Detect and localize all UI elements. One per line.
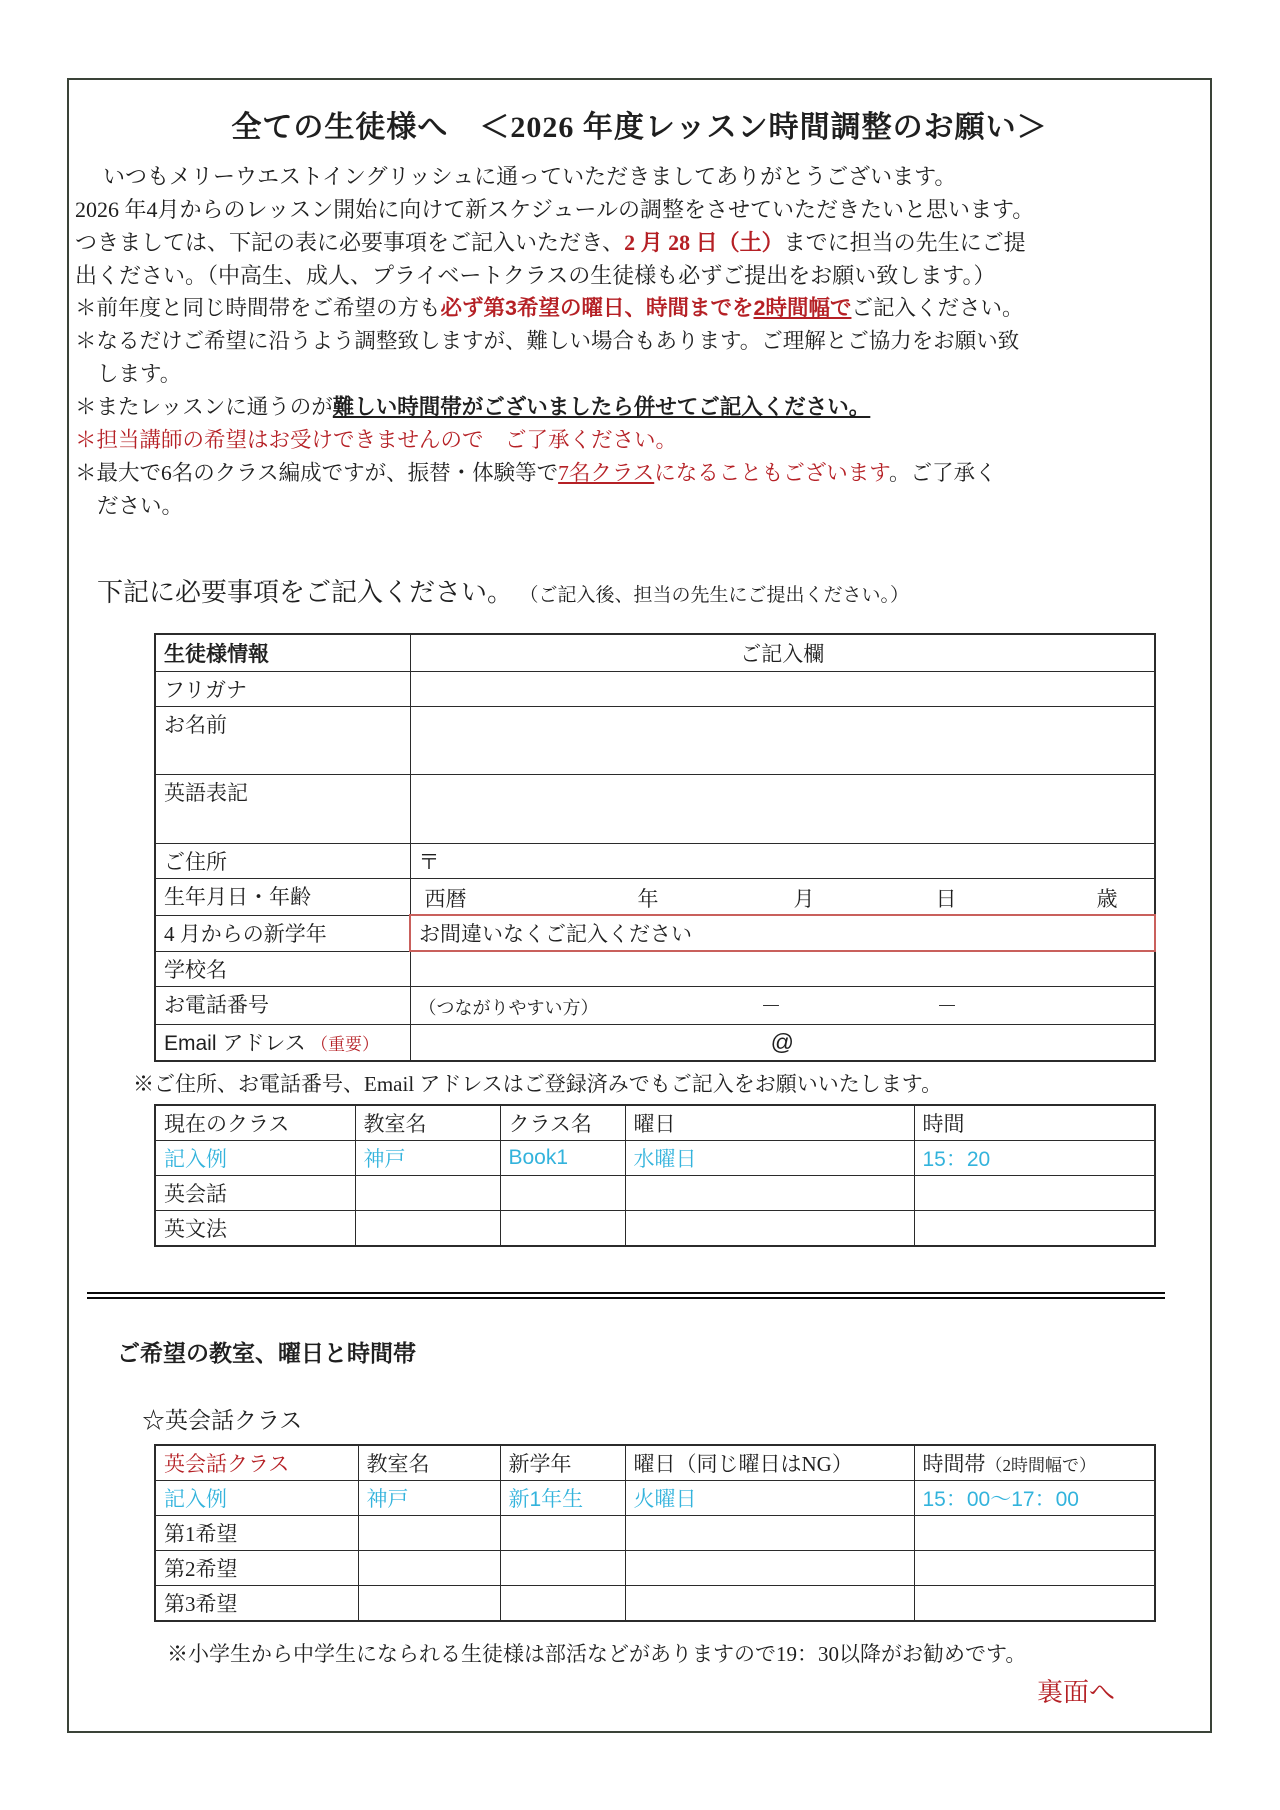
furigana-label: フリガナ — [155, 671, 410, 706]
class-name-header: クラス名 — [500, 1105, 625, 1141]
request-section-heading: ご希望の教室、曜日と時間帯 — [117, 1340, 416, 1366]
intro-line-2: 2026 年4月からのレッスン開始に向けて新スケジュールの調整をさせていただきたいと思います。 — [75, 197, 1035, 222]
english-name-label: 英語表記 — [155, 774, 410, 843]
current-class-header: 現在のクラス — [155, 1105, 355, 1141]
wish-1-timeband-cell[interactable] — [914, 1516, 1155, 1551]
wish-2-grade-cell[interactable] — [500, 1551, 625, 1586]
note-junior-high: ※小学生から中学生になられる生徒様は部活などがありますので19：30以降がお勧めです。 — [167, 1642, 1027, 1666]
intro-line-4: 出ください。（中高生、成人、プライベートクラスの生徒様も必ずご提出をお願い致します。） — [75, 263, 996, 288]
wish-3-grade-cell[interactable] — [500, 1586, 625, 1622]
example-classroom: 神戸 — [355, 1141, 500, 1176]
era-label: 西暦 — [424, 886, 467, 911]
eikaiwa-class-subheading: ☆英会話クラス — [142, 1408, 303, 1433]
email-input-cell[interactable]: @ — [410, 1024, 1155, 1061]
classroom-header: 教室名 — [355, 1105, 500, 1141]
request-table — [154, 1444, 1156, 1622]
request-weekday-header: 曜日（同じ曜日はNG） — [625, 1445, 914, 1481]
address-input-cell[interactable] — [410, 843, 1155, 878]
wish-2-timeband-cell[interactable] — [914, 1551, 1155, 1586]
wish-3-classroom-cell[interactable] — [358, 1586, 500, 1622]
note-bullet-2-cont: します。 — [97, 362, 182, 386]
request-timeband-header: 時間帯（2時間幅で） — [914, 1445, 1155, 1481]
email-important-tag: （重要） — [310, 1034, 379, 1054]
wish-1-weekday-cell[interactable] — [625, 1516, 914, 1551]
note-bullet-4: ＊担当講師の希望はお受けできませんので ご了承ください。 — [75, 428, 678, 452]
birthdate-input-cell[interactable] — [410, 878, 1155, 915]
deadline-date: 2 月 28 日（土） — [624, 230, 784, 255]
example-weekday: 水曜日 — [625, 1141, 914, 1176]
fill-heading-paren: （ご記入後、担当の先生にご提出ください。） — [519, 585, 910, 606]
eikaiwa-classroom-cell[interactable] — [355, 1176, 500, 1211]
wish-3-timeband-cell[interactable] — [914, 1586, 1155, 1622]
school-name-label: 学校名 — [155, 951, 410, 986]
intro-paragraph — [75, 160, 1207, 292]
birthdate-label: 生年月日・年齢 — [155, 878, 410, 915]
request-grade-header: 新学年 — [500, 1445, 625, 1481]
day-label: 日 — [935, 886, 957, 911]
english-name-input-cell[interactable] — [410, 774, 1155, 843]
wish-1-classroom-cell[interactable] — [358, 1516, 500, 1551]
note-bullet-1: ＊前年度と同じ時間帯をご希望の方も必ず第3希望の曜日、時間までを2時間幅でご記入ください。 — [75, 296, 1024, 320]
phone-dash-1: － — [760, 993, 782, 1018]
eibunpo-weekday-cell[interactable] — [625, 1211, 914, 1247]
new-grade-label: 4 月からの新学年 — [155, 915, 410, 951]
age-label: 歳 — [1096, 886, 1118, 911]
furigana-input-cell[interactable] — [410, 671, 1155, 706]
fill-heading: 下記に必要事項をご記入ください。 （ご記入後、担当の先生にご提出ください。） — [97, 578, 910, 607]
eikaiwa-class-name-cell[interactable] — [500, 1176, 625, 1211]
wish-2-weekday-cell[interactable] — [625, 1551, 914, 1586]
request-table-header: 英会話クラス — [155, 1445, 358, 1481]
time-header: 時間 — [914, 1105, 1155, 1141]
name-label: お名前 — [155, 706, 410, 774]
example-class-name: Book1 — [500, 1141, 625, 1176]
address-label: ご住所 — [155, 843, 410, 878]
request-example-classroom: 神戸 — [358, 1481, 500, 1516]
eibunpo-class-name-cell[interactable] — [500, 1211, 625, 1247]
eibunpo-time-cell[interactable] — [914, 1211, 1155, 1247]
example-row-label: 記入例 — [155, 1141, 355, 1176]
wish-3-label: 第3希望 — [155, 1586, 358, 1622]
notes-list — [75, 292, 1207, 523]
form-page — [67, 78, 1212, 1733]
back-page-label: 裏面へ — [1037, 1678, 1116, 1707]
wish-2-classroom-cell[interactable] — [358, 1551, 500, 1586]
timeband-paren: （2時間幅で） — [985, 1456, 1096, 1475]
wish-2-label: 第2希望 — [155, 1551, 358, 1586]
note-bullet-2: ＊なるだけご希望に沿うよう調整致しますが、難しい場合もあります。ご理解とご協力をお願い致 — [75, 329, 1020, 353]
eibunpo-classroom-cell[interactable] — [355, 1211, 500, 1247]
example-time: 15：20 — [914, 1141, 1155, 1176]
note-bullet-3: ＊またレッスンに通うのが難しい時間帯がございましたら併せてご記入ください。 — [75, 395, 871, 419]
request-example-weekday: 火曜日 — [625, 1481, 914, 1516]
student-info-table — [154, 633, 1156, 1062]
eibunpo-row-label: 英文法 — [155, 1211, 355, 1247]
request-example-label: 記入例 — [155, 1481, 358, 1516]
weekday-header: 曜日 — [625, 1105, 914, 1141]
note-registered-info: ※ご住所、お電話番号、Email アドレスはご登録済みでもご記入をお願いいたします。 — [133, 1072, 943, 1096]
eikaiwa-time-cell[interactable] — [914, 1176, 1155, 1211]
request-classroom-header: 教室名 — [358, 1445, 500, 1481]
request-example-timeband: 15：00～17：00 — [914, 1481, 1155, 1516]
phone-dash-2: － — [936, 993, 958, 1018]
entry-column-header: ご記入欄 — [410, 634, 1155, 671]
section-divider — [87, 1292, 1165, 1299]
current-class-table — [154, 1104, 1156, 1247]
student-table-header: 生徒様情報 — [155, 634, 410, 671]
intro-line-3: つきましては、下記の表に必要事項をご記入いただき、2 月 28 日（土）までに担当の先生にご提 — [75, 230, 1026, 255]
school-name-input-cell[interactable] — [410, 951, 1155, 986]
eikaiwa-weekday-cell[interactable] — [625, 1176, 914, 1211]
note-bullet-5: ＊最大で6名のクラス編成ですが、振替・体験等で7名クラスになることもございます。ご了承く — [75, 461, 997, 485]
phone-label: お電話番号 — [155, 986, 410, 1024]
wish-1-grade-cell[interactable] — [500, 1516, 625, 1551]
postal-mark: 〒 — [418, 849, 440, 874]
new-grade-input-cell[interactable]: お間違いなくご記入ください — [410, 915, 1155, 951]
name-input-cell[interactable] — [410, 706, 1155, 774]
eikaiwa-row-label: 英会話 — [155, 1176, 355, 1211]
phone-input-cell[interactable] — [410, 986, 1155, 1024]
wish-1-label: 第1希望 — [155, 1516, 358, 1551]
request-example-grade: 新1年生 — [500, 1481, 625, 1516]
email-label: Email アドレス （重要） — [155, 1024, 410, 1061]
phone-note: （つながりやすい方） — [418, 997, 599, 1018]
intro-line-1: いつもメリーウエストイングリッシュに通っていただきましてありがとうございます。 — [103, 164, 957, 189]
year-label: 年 — [637, 886, 659, 911]
note-bullet-5-cont: ださい。 — [97, 494, 184, 518]
page-title: 全ての生徒様へ ＜2026 年度レッスン時間調整のお願い＞ — [231, 111, 1048, 144]
wish-3-weekday-cell[interactable] — [625, 1586, 914, 1622]
month-label: 月 — [793, 886, 815, 911]
